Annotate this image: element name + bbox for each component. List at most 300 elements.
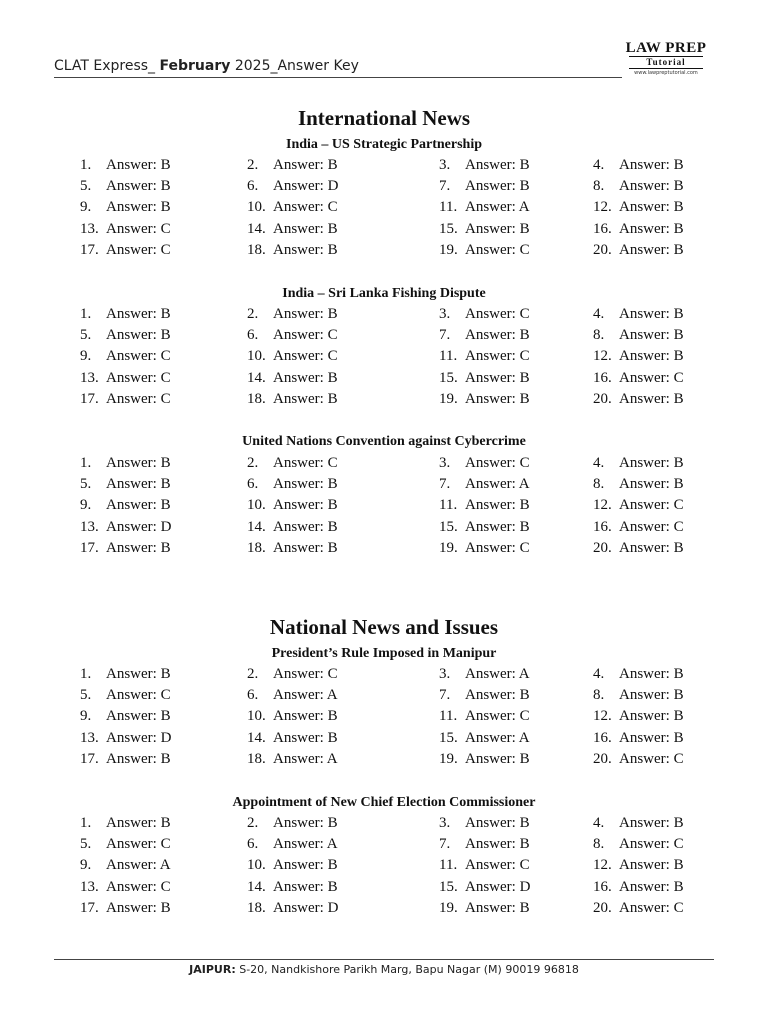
answer-value: Answer: C — [106, 878, 171, 895]
answer-value: Answer: D — [465, 878, 531, 895]
answer-value: Answer: B — [106, 815, 171, 831]
answer-item — [80, 455, 171, 472]
answer-row — [0, 455, 768, 476]
question-number: 18. — [247, 390, 266, 407]
question-number: 7. — [439, 178, 451, 195]
question-number: 17. — [80, 539, 99, 556]
question-number: 7. — [439, 687, 451, 704]
question-number: 7. — [439, 327, 451, 344]
question-number: 2. — [247, 815, 259, 831]
answer-row — [0, 306, 768, 327]
question-number: 3. — [439, 666, 451, 682]
question-number: 3. — [439, 815, 451, 831]
answer-item — [247, 455, 338, 472]
question-number: 11. — [439, 199, 458, 216]
answer-value: Answer: C — [273, 199, 338, 216]
answer-value: Answer: B — [273, 518, 338, 535]
answer-value: Answer: B — [106, 708, 171, 725]
answer-item — [80, 751, 171, 768]
answer-value: Answer: B — [465, 750, 530, 767]
question-number: 4. — [593, 157, 605, 173]
section-title-international: International News — [297, 106, 471, 130]
answer-value: Answer: C — [465, 455, 530, 471]
answer-row — [0, 519, 768, 540]
answer-value: Answer: B — [619, 687, 684, 704]
question-number: 2. — [247, 666, 259, 682]
answer-value: Answer: C — [619, 836, 684, 853]
answer-item — [439, 687, 530, 704]
answer-item — [593, 666, 684, 683]
answer-item — [439, 708, 530, 725]
question-number: 4. — [593, 306, 605, 322]
question-number: 10. — [247, 497, 266, 514]
answer-row — [0, 708, 768, 729]
answer-item — [593, 857, 684, 874]
answer-item — [439, 497, 530, 514]
answer-row — [0, 391, 768, 412]
answer-value: Answer: C — [465, 306, 530, 322]
answer-value: Answer: B — [106, 497, 171, 514]
question-number: 16. — [593, 369, 612, 386]
answer-row — [0, 751, 768, 772]
answer-value: Answer: B — [619, 729, 684, 746]
answer-value: Answer: C — [106, 241, 171, 258]
answer-item — [439, 370, 530, 387]
answer-item — [80, 221, 171, 238]
answer-item — [439, 836, 530, 853]
question-number: 19. — [439, 750, 458, 767]
header-suffix: 2025_Answer Key — [230, 58, 359, 74]
answer-item — [80, 178, 171, 195]
answer-row — [0, 157, 768, 178]
answer-value: Answer: B — [273, 539, 338, 556]
question-number: 14. — [247, 369, 266, 386]
question-number: 4. — [593, 666, 605, 682]
answer-value: Answer: B — [465, 518, 530, 535]
header-rule — [54, 77, 622, 78]
answer-value: Answer: C — [619, 750, 684, 767]
answer-value: Answer: C — [619, 899, 684, 916]
answer-row — [0, 370, 768, 391]
question-number: 13. — [80, 369, 99, 386]
question-number: 1. — [80, 455, 92, 471]
answer-value: Answer: D — [106, 729, 172, 746]
question-number: 13. — [80, 878, 99, 895]
page-header — [54, 58, 714, 80]
answer-item — [80, 391, 171, 408]
answer-item — [80, 327, 171, 344]
answer-item — [593, 730, 684, 747]
answer-item — [80, 815, 171, 832]
question-number: 15. — [439, 878, 458, 895]
answer-value: Answer: C — [465, 539, 530, 556]
answer-item — [80, 476, 171, 493]
answer-value: Answer: B — [619, 327, 684, 344]
answer-value: Answer: B — [465, 157, 530, 173]
answer-item — [247, 900, 338, 917]
answer-item — [80, 879, 171, 896]
answer-item — [247, 242, 338, 259]
answer-value: Answer: B — [273, 390, 338, 407]
answer-item — [439, 666, 530, 683]
answer-row — [0, 836, 768, 857]
answer-item — [593, 199, 684, 216]
answer-value: Answer: B — [273, 815, 338, 831]
answer-grid — [0, 455, 768, 561]
question-number: 2. — [247, 157, 259, 173]
subsection-title: India – Sri Lanka Fishing Dispute — [282, 286, 486, 301]
answer-value: Answer: B — [273, 878, 338, 895]
question-number: 8. — [593, 327, 605, 344]
answer-value: Answer: D — [273, 178, 339, 195]
answer-item — [593, 242, 684, 259]
question-number: 18. — [247, 899, 266, 916]
answer-item — [80, 242, 171, 259]
question-number: 1. — [80, 815, 92, 831]
header-title — [54, 58, 359, 74]
answer-value: Answer: C — [106, 369, 171, 386]
answer-value: Answer: B — [619, 539, 684, 556]
answer-item — [593, 751, 684, 768]
answer-item — [593, 836, 684, 853]
question-number: 11. — [439, 708, 458, 725]
answer-item — [247, 666, 338, 683]
question-number: 5. — [80, 327, 92, 344]
question-number: 20. — [593, 539, 612, 556]
question-number: 6. — [247, 836, 259, 853]
answer-item — [439, 540, 530, 557]
answer-item — [439, 391, 530, 408]
answer-value: Answer: A — [273, 687, 338, 704]
question-number: 17. — [80, 390, 99, 407]
section-title-national: National News and Issues — [269, 615, 499, 639]
answer-item — [439, 900, 530, 917]
question-number: 14. — [247, 729, 266, 746]
answer-value: Answer: B — [619, 241, 684, 258]
question-number: 20. — [593, 241, 612, 258]
answer-row — [0, 857, 768, 878]
answer-item — [593, 348, 684, 365]
answer-item — [439, 751, 530, 768]
answer-row — [0, 879, 768, 900]
question-number: 10. — [247, 199, 266, 216]
answer-item — [247, 178, 338, 195]
question-number: 5. — [80, 476, 92, 493]
subsection-title: India – US Strategic Partnership — [286, 137, 482, 152]
answer-value: Answer: B — [619, 306, 684, 322]
answer-value: Answer: B — [619, 666, 684, 682]
question-number: 9. — [80, 497, 92, 514]
answer-value: Answer: A — [273, 836, 338, 853]
answer-value: Answer: C — [619, 497, 684, 514]
answer-item — [247, 836, 338, 853]
answer-value: Answer: B — [106, 157, 171, 173]
answer-item — [439, 327, 530, 344]
question-number: 15. — [439, 369, 458, 386]
answer-item — [247, 497, 338, 514]
subsection-title: Appointment of New Chief Election Commissioner — [232, 795, 536, 810]
answer-item — [593, 879, 684, 896]
answer-grid — [0, 157, 768, 263]
answer-row — [0, 178, 768, 199]
answer-value: Answer: B — [106, 455, 171, 471]
answer-item — [247, 708, 338, 725]
answer-item — [80, 836, 171, 853]
answer-item — [593, 687, 684, 704]
question-number: 7. — [439, 836, 451, 853]
law-prep-logo — [623, 40, 709, 80]
answer-value: Answer: B — [465, 390, 530, 407]
question-number: 13. — [80, 518, 99, 535]
page-footer — [0, 963, 768, 976]
question-number: 14. — [247, 878, 266, 895]
answer-item — [247, 519, 338, 536]
answer-value: Answer: D — [106, 518, 172, 535]
answer-item — [80, 157, 171, 174]
question-number: 8. — [593, 687, 605, 704]
question-number: 16. — [593, 220, 612, 237]
answer-item — [80, 497, 171, 514]
answer-item — [247, 879, 338, 896]
logo-url-text: www.lawpreptutorial.com — [634, 70, 698, 76]
question-number: 17. — [80, 750, 99, 767]
question-number: 17. — [80, 899, 99, 916]
question-number: 13. — [80, 220, 99, 237]
question-number: 20. — [593, 899, 612, 916]
question-number: 1. — [80, 306, 92, 322]
question-number: 16. — [593, 518, 612, 535]
answer-item — [80, 708, 171, 725]
question-number: 15. — [439, 518, 458, 535]
answer-value: Answer: B — [619, 157, 684, 173]
answer-value: Answer: C — [106, 220, 171, 237]
question-number: 9. — [80, 857, 92, 874]
answer-item — [80, 687, 171, 704]
answer-value: Answer: B — [619, 348, 684, 365]
answer-value: Answer: B — [273, 369, 338, 386]
answer-value: Answer: B — [619, 220, 684, 237]
question-number: 6. — [247, 476, 259, 493]
question-number: 11. — [439, 348, 458, 365]
footer-city: JAIPUR: — [189, 963, 236, 976]
answer-value: Answer: A — [273, 750, 338, 767]
answer-value: Answer: C — [465, 708, 530, 725]
answer-grid — [0, 306, 768, 412]
question-number: 14. — [247, 220, 266, 237]
answer-item — [247, 157, 338, 174]
answer-value: Answer: C — [273, 348, 338, 365]
answer-item — [247, 327, 338, 344]
answer-item — [80, 519, 171, 536]
question-number: 9. — [80, 348, 92, 365]
question-number: 5. — [80, 178, 92, 195]
answer-value: Answer: B — [619, 708, 684, 725]
answer-row — [0, 666, 768, 687]
question-number: 5. — [80, 836, 92, 853]
answer-item — [80, 900, 171, 917]
answer-row — [0, 348, 768, 369]
question-number: 18. — [247, 539, 266, 556]
answer-item — [593, 221, 684, 238]
answer-value: Answer: C — [465, 241, 530, 258]
answer-item — [80, 348, 171, 365]
answer-item — [247, 857, 338, 874]
question-number: 9. — [80, 708, 92, 725]
answer-item — [247, 730, 338, 747]
answer-value: Answer: D — [273, 899, 339, 916]
answer-value: Answer: C — [106, 687, 171, 704]
answer-item — [593, 708, 684, 725]
answer-value: Answer: B — [273, 157, 338, 173]
answer-value: Answer: B — [465, 178, 530, 195]
answer-value: Answer: B — [619, 455, 684, 471]
answer-row — [0, 476, 768, 497]
logo-sub-text: Tutorial — [629, 56, 703, 69]
answer-item — [80, 370, 171, 387]
answer-item — [80, 666, 171, 683]
answer-item — [439, 879, 530, 896]
answer-value: Answer: C — [465, 348, 530, 365]
answer-value: Answer: B — [273, 497, 338, 514]
answer-item — [593, 455, 684, 472]
question-number: 4. — [593, 455, 605, 471]
answer-item — [593, 540, 684, 557]
question-number: 7. — [439, 476, 451, 493]
answer-item — [247, 540, 338, 557]
answer-value: Answer: A — [106, 857, 171, 874]
answer-item — [80, 730, 171, 747]
question-number: 6. — [247, 327, 259, 344]
answer-value: Answer: B — [273, 241, 338, 258]
answer-value: Answer: B — [273, 708, 338, 725]
question-number: 9. — [80, 199, 92, 216]
header-prefix: CLAT Express_ — [54, 58, 160, 74]
answer-item — [593, 327, 684, 344]
question-number: 19. — [439, 241, 458, 258]
answer-row — [0, 221, 768, 242]
answer-row — [0, 242, 768, 263]
answer-item — [593, 178, 684, 195]
question-number: 8. — [593, 178, 605, 195]
question-number: 15. — [439, 729, 458, 746]
question-number: 14. — [247, 518, 266, 535]
answer-value: Answer: B — [465, 899, 530, 916]
question-number: 18. — [247, 241, 266, 258]
answer-value: Answer: C — [273, 327, 338, 344]
answer-value: Answer: B — [465, 687, 530, 704]
answer-value: Answer: B — [106, 178, 171, 195]
question-number: 12. — [593, 199, 612, 216]
answer-item — [439, 519, 530, 536]
answer-value: Answer: A — [465, 199, 530, 216]
question-number: 3. — [439, 157, 451, 173]
answer-value: Answer: A — [465, 666, 530, 682]
answer-row — [0, 687, 768, 708]
answer-value: Answer: B — [619, 476, 684, 493]
answer-value: Answer: B — [106, 306, 171, 322]
answer-item — [593, 815, 684, 832]
answer-value: Answer: C — [619, 369, 684, 386]
logo-main-text: LAW PREP — [625, 40, 707, 56]
answer-item — [80, 199, 171, 216]
header-month: February — [159, 58, 231, 74]
answer-value: Answer: B — [619, 199, 684, 216]
answer-item — [247, 476, 338, 493]
question-number: 13. — [80, 729, 99, 746]
answer-item — [80, 306, 171, 323]
answer-value: Answer: B — [106, 199, 171, 216]
answer-item — [247, 751, 338, 768]
answer-value: Answer: B — [273, 306, 338, 322]
question-number: 16. — [593, 729, 612, 746]
answer-row — [0, 540, 768, 561]
question-number: 12. — [593, 497, 612, 514]
question-number: 6. — [247, 178, 259, 195]
answer-value: Answer: B — [273, 220, 338, 237]
answer-row — [0, 730, 768, 751]
answer-item — [247, 391, 338, 408]
question-number: 18. — [247, 750, 266, 767]
answer-item — [247, 348, 338, 365]
answer-value: Answer: B — [465, 369, 530, 386]
answer-value: Answer: A — [465, 476, 530, 493]
answer-item — [439, 857, 530, 874]
question-number: 3. — [439, 306, 451, 322]
answer-value: Answer: B — [465, 497, 530, 514]
answer-item — [593, 157, 684, 174]
question-number: 19. — [439, 390, 458, 407]
question-number: 20. — [593, 750, 612, 767]
question-number: 15. — [439, 220, 458, 237]
question-number: 12. — [593, 708, 612, 725]
answer-item — [439, 476, 530, 493]
answer-item — [593, 519, 684, 536]
answer-value: Answer: B — [106, 327, 171, 344]
answer-value: Answer: B — [273, 729, 338, 746]
answer-value: Answer: C — [106, 390, 171, 407]
question-number: 16. — [593, 878, 612, 895]
answer-item — [439, 348, 530, 365]
question-number: 11. — [439, 857, 458, 874]
answer-value: Answer: B — [106, 476, 171, 493]
answer-row — [0, 900, 768, 921]
answer-value: Answer: B — [465, 836, 530, 853]
answer-value: Answer: B — [273, 857, 338, 874]
answer-value: Answer: A — [465, 729, 530, 746]
answer-item — [593, 900, 684, 917]
question-number: 19. — [439, 539, 458, 556]
answer-item — [439, 306, 530, 323]
question-number: 11. — [439, 497, 458, 514]
answer-value: Answer: B — [619, 815, 684, 831]
question-number: 1. — [80, 157, 92, 173]
answer-item — [439, 455, 530, 472]
answer-value: Answer: B — [619, 390, 684, 407]
answer-item — [593, 391, 684, 408]
answer-item — [439, 221, 530, 238]
answer-value: Answer: C — [619, 518, 684, 535]
question-number: 6. — [247, 687, 259, 704]
answer-row — [0, 497, 768, 518]
question-number: 20. — [593, 390, 612, 407]
question-number: 8. — [593, 836, 605, 853]
answer-item — [80, 857, 171, 874]
answer-value: Answer: B — [465, 220, 530, 237]
answer-row — [0, 815, 768, 836]
answer-value: Answer: B — [619, 178, 684, 195]
question-number: 3. — [439, 455, 451, 471]
question-number: 10. — [247, 348, 266, 365]
